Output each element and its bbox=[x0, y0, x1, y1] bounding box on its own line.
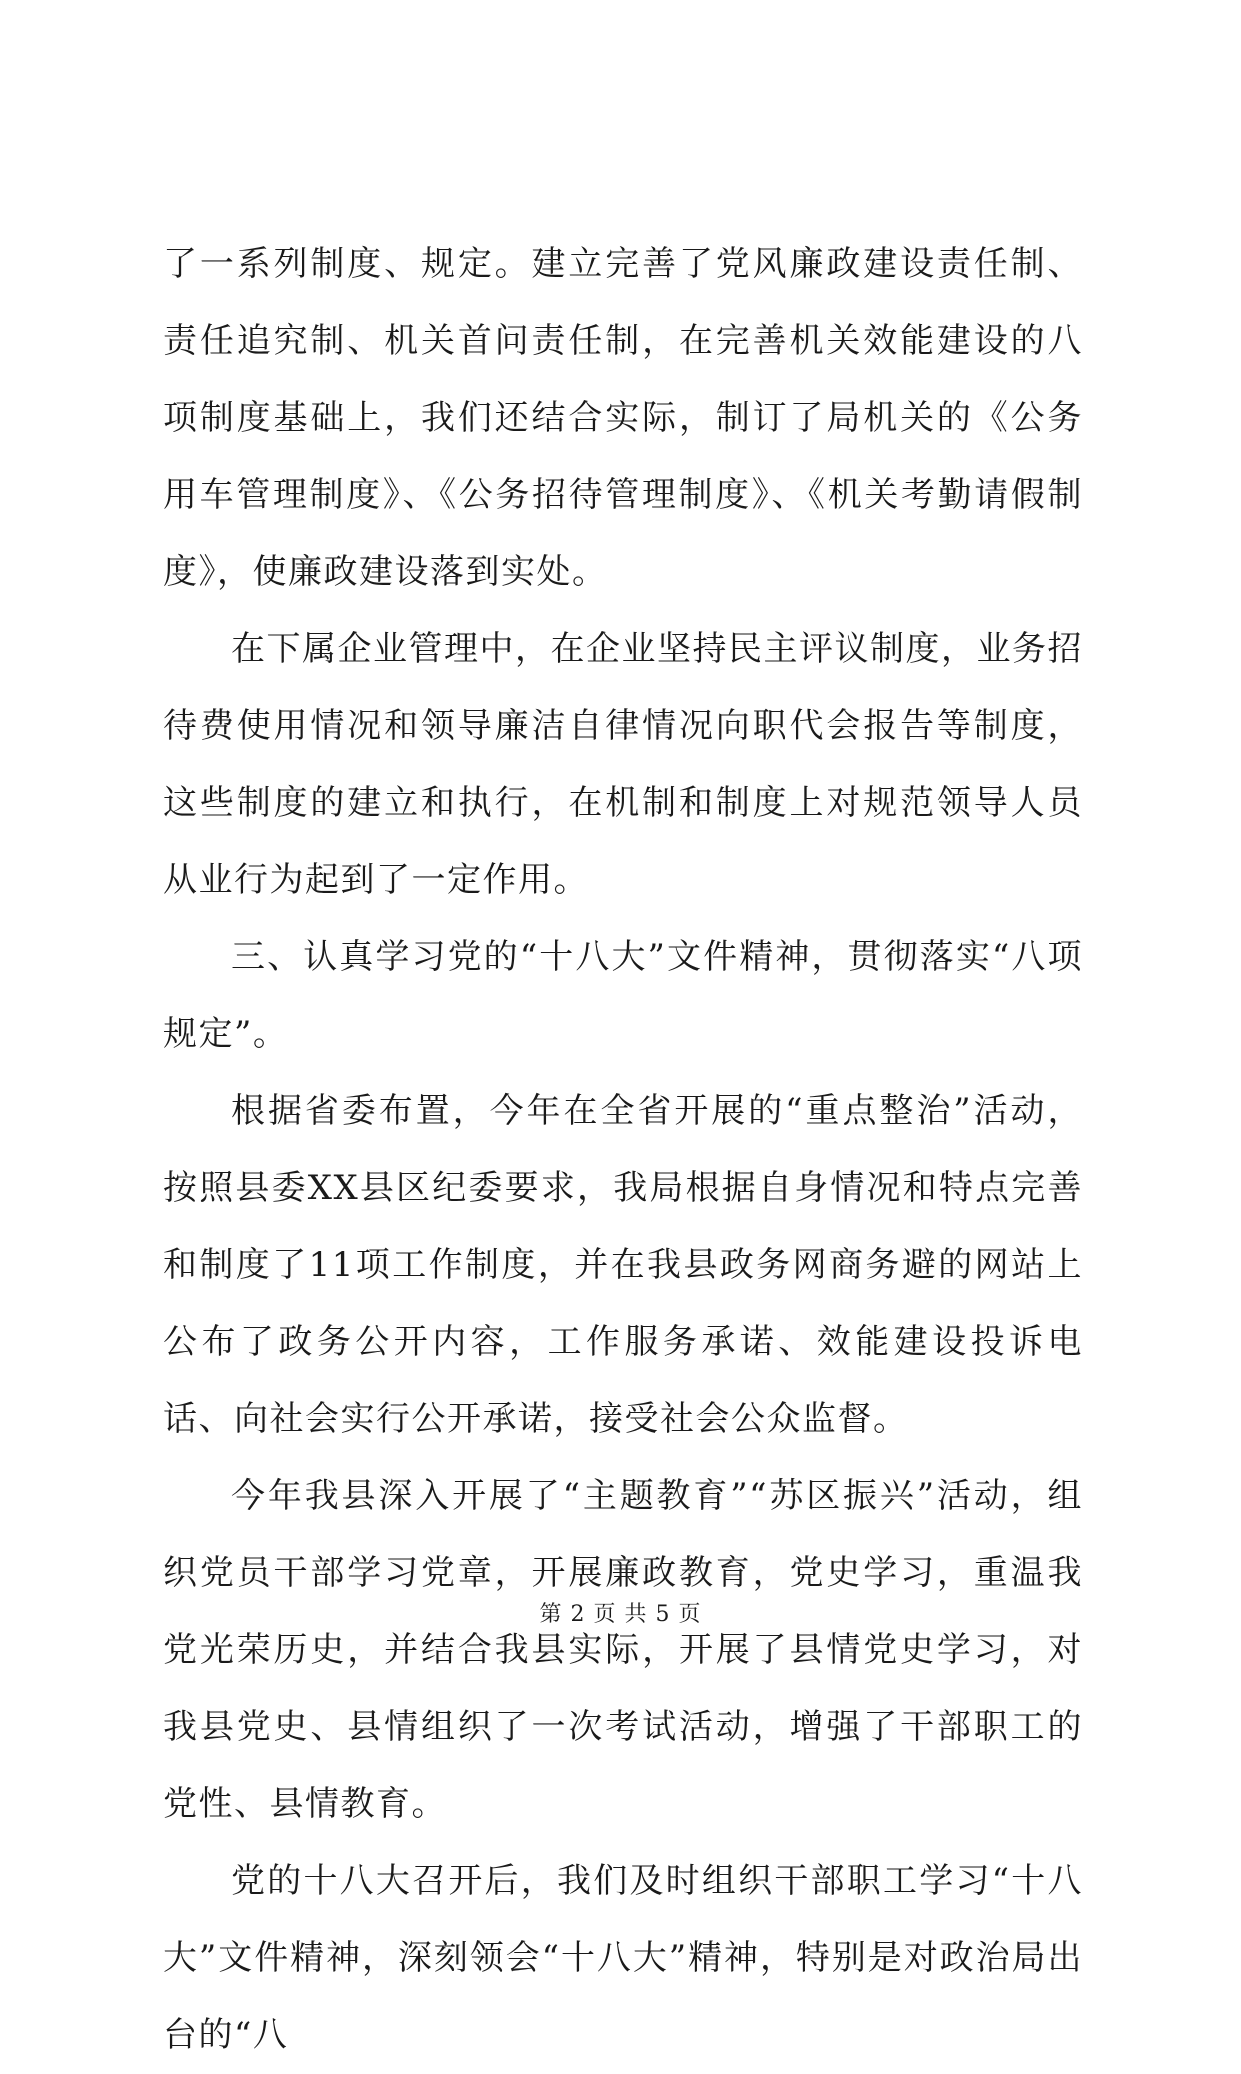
paragraph: 今年我县深入开展了“主题教育”“苏区振兴”活动，组织党员干部学习党章，开展廉政教育，党史学习，重温我党光荣历史，并结合我县实际，开展了县情党史学习，对我县党史、县情组织了一次考试活动，增强了干部职工的党性、县情教育。 bbox=[163, 1476, 1083, 1824]
paragraph-continued: 了一系列制度、规定。建立完善了党风廉政建设责任制、责任追究制、机关首问责任制，在完善机关效能建设的八项制度基础上，我们还结合实际，制订了局机关的《公务用车管理制度》、《公务招待管理制度》、《机关考勤请假制度》，使廉政建设落到实处。 bbox=[163, 244, 1083, 592]
document-body bbox=[163, 226, 1083, 2074]
paragraph: 党的十八大召开后，我们及时组织干部职工学习“十八大”文件精神，深刻领会“十八大”精神，特别是对政治局出台的“八 bbox=[163, 1861, 1083, 2055]
page-footer bbox=[0, 1600, 1241, 1630]
page-number: 第 2 页 共 5 页 bbox=[539, 1602, 702, 1627]
paragraph: 在下属企业管理中，在企业坚持民主评议制度，业务招待费使用情况和领导廉洁自律情况向职代会报告等制度，这些制度的建立和执行，在机制和制度上对规范领导人员从业行为起到了一定作用。 bbox=[163, 629, 1083, 900]
paragraph: 根据省委布置，今年在全省开展的“重点整治”活动，按照县委XX县区纪委要求，我局根据自身情况和特点完善和制度了11项工作制度，并在我县政务网商务避的网站上公布了政务公开内容，工作服务承诺、效能建设投诉电话、向社会实行公开承诺，接受社会公众监督。 bbox=[163, 1091, 1083, 1439]
section-heading: 三、认真学习党的“十八大”文件精神，贯彻落实“八项规定”。 bbox=[163, 937, 1083, 1054]
